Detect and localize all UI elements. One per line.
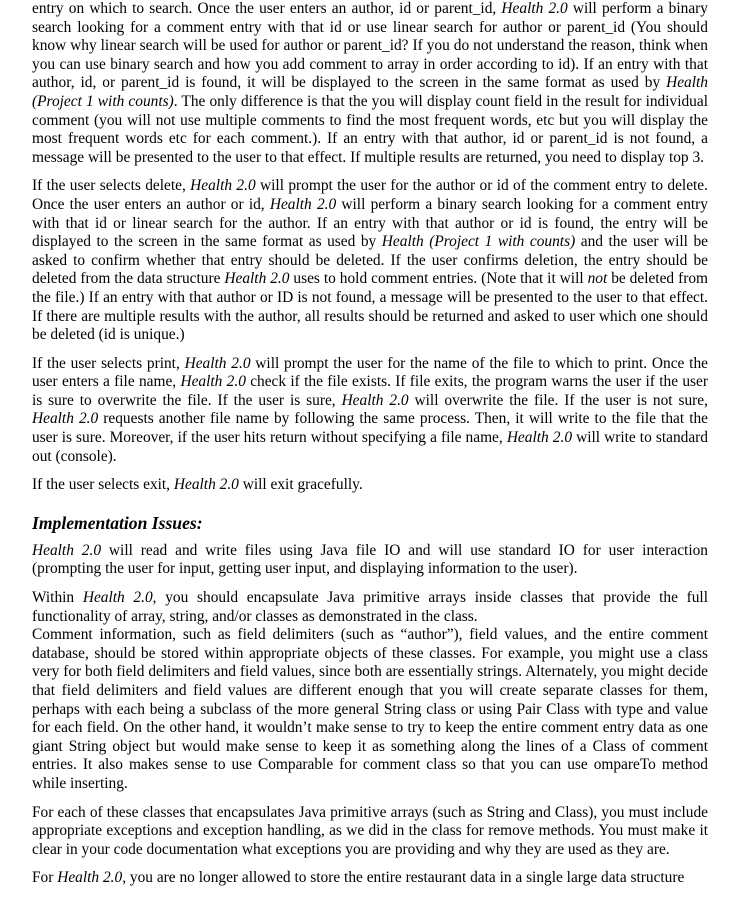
paragraph: [32, 542, 708, 579]
italic-text: Health 2.0: [32, 410, 99, 428]
italic-text: Health (Project 1 with counts): [381, 233, 576, 251]
text-run: will perform a binary search looking for a comment entry with that id or linear search for the author. If an entry with that author or id is found, the entry will be displayed to the screen in the same format as used by: [32, 195, 708, 251]
text-run: will write to standard out (console).: [32, 429, 708, 465]
document-page: [32, 0, 708, 898]
italic-text: Health 2.0: [224, 270, 290, 288]
paragraph: [32, 355, 708, 467]
italic-text: Health 2.0: [32, 541, 102, 559]
text-run: entry on which to search. Once the user enters an author, id or parent_id,: [32, 0, 502, 17]
italic-text: Health 2.0: [82, 589, 153, 607]
paragraph: [32, 476, 708, 495]
text-run: uses to hold comment entries. (Note that it will: [289, 270, 588, 288]
body-section-2: [32, 542, 708, 888]
paragraph: [32, 804, 708, 860]
text-run: If the user selects delete,: [32, 177, 191, 195]
text-run: If the user selects print,: [32, 354, 185, 372]
italic-text: Health 2.0: [180, 373, 246, 391]
italic-text: Health 2.0: [57, 869, 123, 887]
italic-text: not: [587, 270, 608, 288]
text-run: , you should encapsulate Java primitive arrays inside classes that provide the full functionality of array, string, and/or classes as demonstrated in the class.: [32, 589, 708, 625]
text-run: and the user will be asked to confirm whether that entry should be deleted. If the user confirms deletion, the entry should be deleted from the data structure: [32, 233, 709, 288]
text-run: For: [32, 869, 58, 887]
paragraph: [32, 177, 708, 344]
text-run: , you are no longer allowed to store the entire restaurant data in a single large data structure: [122, 869, 685, 887]
italic-text: Health 2.0: [506, 429, 573, 447]
text-run: will overwrite the file. If the user is not sure,: [408, 391, 708, 409]
text-run: will read and write files using Java file IO and will use standard IO for user interaction (prompting the user for input, getting user input, and displaying information to the user).: [32, 541, 708, 578]
italic-text: Health 2.0: [269, 195, 337, 213]
text-run: Within: [32, 589, 83, 607]
italic-text: Health 2.0: [501, 0, 568, 17]
text-run: If the user selects exit,: [32, 476, 174, 494]
text-run: check if the file exists. If file exits, the program warns the user if the user is sure to overwrite the file. If the user is sure,: [32, 373, 708, 409]
paragraph: [32, 589, 708, 626]
text-run: will perform a binary search looking for a comment entry with that id or use linear search for author or parent_id (You should know why linear search will be used for author or parent_id? If you do not understand the reason, think when you can use binary search and how you add comment to array in order according to id). If an entry with that author, id, or parent_id is found, it will be displayed to the screen in the same format as used by: [32, 0, 708, 92]
text-run: will exit gracefully.: [238, 476, 363, 494]
italic-text: Health 2.0: [184, 354, 251, 372]
text-run: requests another file name by following the same process. Then, it will write to the file that the user is sure. Moreover, if the user hits return without specifying a file name,: [32, 410, 708, 447]
body-section-1: [32, 0, 708, 495]
paragraph: [32, 0, 708, 167]
paragraph: [32, 626, 708, 793]
italic-text: Health 2.0: [173, 476, 239, 494]
text-run: Comment information, such as field delimiters (such as “author”), field values, and the entire comment database, should be stored within appropriate objects of these classes. For example, you might use a class very for both field delimiters and field values, since both are essentially strings. Alternately, you might decide that field delimiters and field values are different enough that you will create separate classes for them, perhaps with each being a subclass of the more general String class or using Pair Class with type and value for each field. On the other hand, it wouldn’t make sense to try to keep the entire comment entry data as one giant String object but would make sense to keep it as something along the lines of a Class of comment entries. It also makes sense to use Comparable for comment class so that you can use ompareTo method while inserting.: [32, 626, 708, 792]
text-run: will prompt the user for the name of the file to which to print. Once the user enters a file name,: [32, 354, 708, 391]
section-heading: Implementation Issues:: [32, 512, 203, 533]
italic-text: Health (Project 1 with counts): [32, 74, 708, 110]
italic-text: Health 2.0: [341, 391, 409, 409]
paragraph: [32, 869, 708, 888]
text-run: . The only difference is that the you will display count field in the result for individual comment (you will not use multiple comments to find the most frequent words, etc but you will display the most frequent words etc for each comment.). If an entry with that author, id or parent_id is not found, a message will be presented to the user to that effect. If multiple results are returned, you need to display top 3.: [32, 92, 708, 166]
text-run: will prompt the user for the author or id of the comment entry to delete. Once the user enters an author or id,: [32, 177, 708, 213]
text-run: be deleted from the file.) If an entry with that author or ID is not found, a message will be presented to the user to that effect. If there are multiple results with the author, all results should be returned and asked to user which one should be deleted (id is unique.): [32, 270, 708, 344]
text-run: For each of these classes that encapsulates Java primitive arrays (such as String and Class), you must include appropriate exceptions and exception handling, as we did in the class for remove methods. You must make it clear in your code documentation what exceptions you are providing and why they are used as they are.: [32, 803, 708, 858]
italic-text: Health 2.0: [190, 177, 256, 195]
